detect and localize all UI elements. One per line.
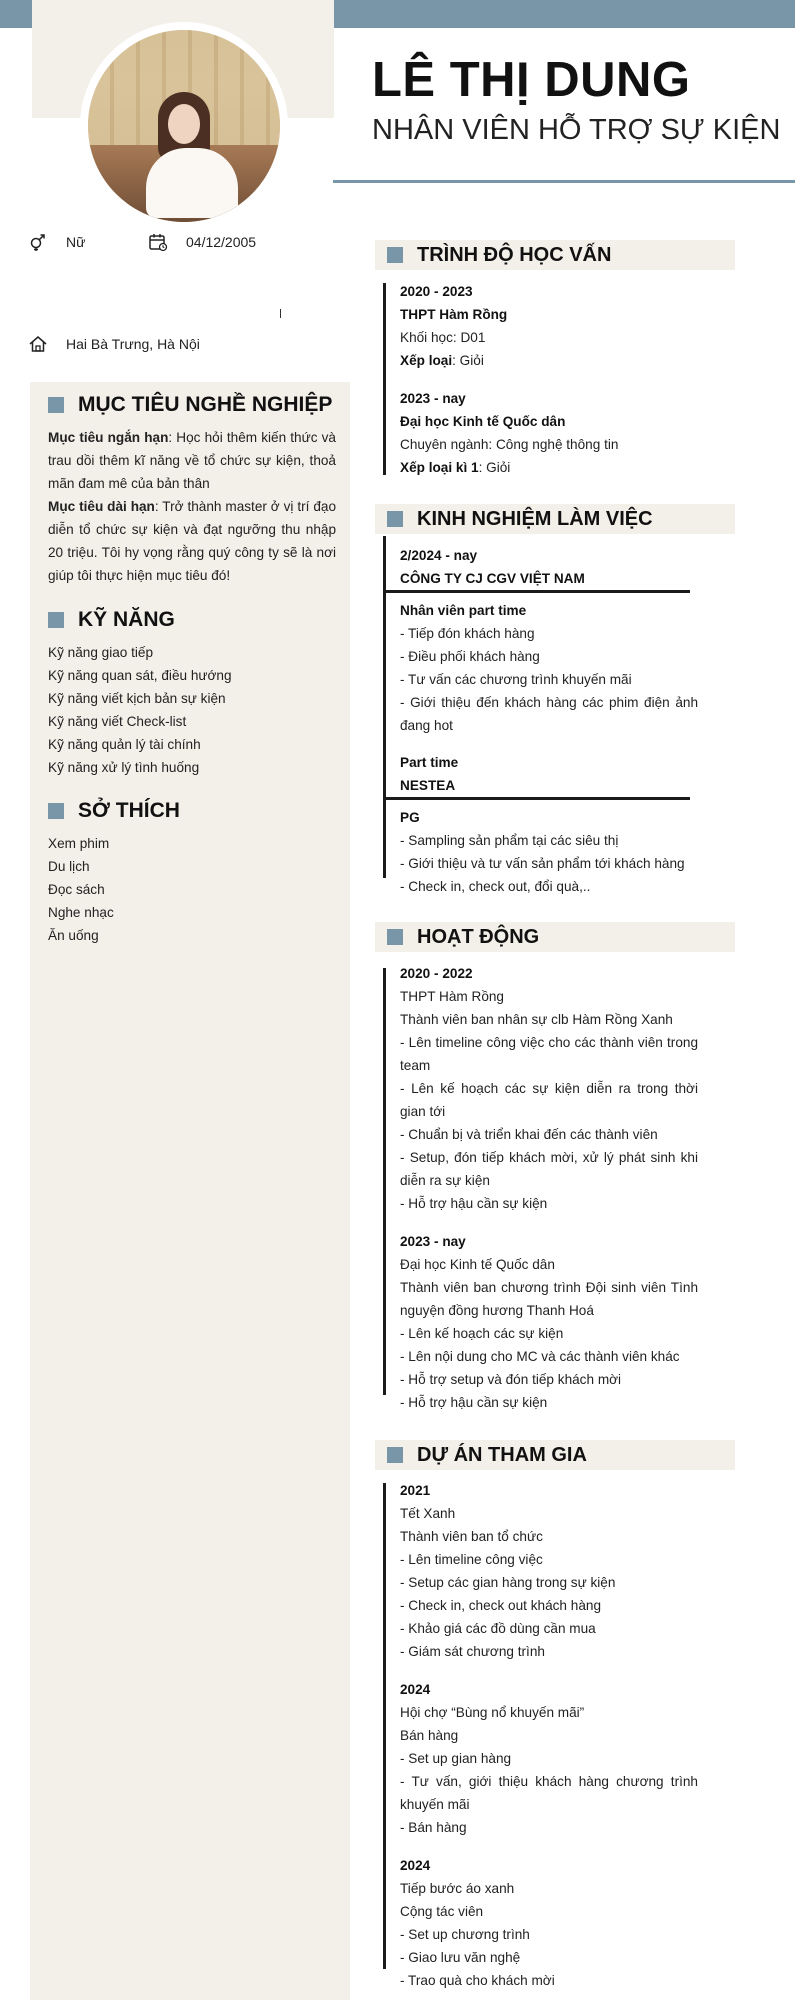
activity-period: 2023 - nay bbox=[400, 1234, 466, 1249]
skill-item: Kỹ năng viết Check-list bbox=[48, 714, 187, 729]
objective-section bbox=[48, 390, 336, 587]
education-timeline bbox=[383, 283, 386, 475]
project-line: - Check in, check out khách hàng bbox=[400, 1598, 601, 1613]
skills-section bbox=[48, 605, 336, 779]
education-heading: TRÌNH ĐỘ HỌC VẤN bbox=[375, 240, 735, 270]
experience-job-1 bbox=[400, 544, 698, 737]
activities-timeline bbox=[383, 968, 386, 1395]
objective-heading: MỤC TIÊU NGHỀ NGHIỆP bbox=[48, 390, 336, 420]
project-line: Bán hàng bbox=[400, 1728, 459, 1743]
heading-marker bbox=[387, 1447, 403, 1463]
project-line: - Bán hàng bbox=[400, 1820, 467, 1835]
job-period: Part time bbox=[400, 755, 459, 770]
title-divider bbox=[333, 180, 795, 183]
activity-line: THPT Hàm Rồng bbox=[400, 989, 504, 1004]
activity-line: - Lên kế hoạch các sự kiện bbox=[400, 1326, 564, 1341]
education-rank: Xếp loại kì 1: Giỏi bbox=[400, 460, 511, 475]
education-period: 2023 - nay bbox=[400, 391, 466, 406]
heading-marker bbox=[48, 397, 64, 413]
job-task: - Sampling sản phẩm tại các siêu thị bbox=[400, 833, 619, 848]
job-period: 2/2024 - nay bbox=[400, 548, 478, 563]
project-line: - Khảo giá các đồ dùng cần mua bbox=[400, 1621, 596, 1636]
activity-line: - Hỗ trợ hậu cần sự kiện bbox=[400, 1196, 548, 1211]
objective-long: Mục tiêu dài hạn: Trở thành master ở vị trí đạo diễn tổ chức sự kiện và đạt ngưỡng thu nhập 20 triệu. Tôi hy vọng rằng quý công ty sẽ là nơi giúp tôi thực hiện mục tiêu đó! bbox=[48, 499, 337, 583]
heading-marker bbox=[48, 803, 64, 819]
hobby-item: Ăn uống bbox=[48, 928, 99, 943]
education-school: THPT Hàm Rồng bbox=[400, 307, 508, 322]
birthday-row bbox=[148, 232, 256, 252]
project-year: 2024 bbox=[400, 1858, 431, 1873]
profile-photo bbox=[80, 22, 288, 230]
activity-period: 2020 - 2022 bbox=[400, 966, 473, 981]
gender-row bbox=[28, 232, 85, 252]
project-line: Thành viên ban tổ chức bbox=[400, 1529, 543, 1544]
skill-item: Kỹ năng viết kịch bản sự kiện bbox=[48, 691, 226, 706]
birthday-value: 04/12/2005 bbox=[186, 234, 257, 250]
hobby-item: Nghe nhạc bbox=[48, 905, 114, 920]
activities-entries bbox=[400, 962, 698, 1414]
job-task: - Điều phối khách hàng bbox=[400, 649, 540, 664]
project-year: 2024 bbox=[400, 1682, 431, 1697]
projects-entries bbox=[400, 1479, 698, 1992]
address-value: Hai Bà Trưng, Hà Nội bbox=[66, 336, 200, 352]
project-line: Tết Xanh bbox=[400, 1506, 456, 1521]
project-line: - Set up chương trình bbox=[400, 1927, 530, 1942]
experience-timeline bbox=[383, 536, 386, 878]
heading-marker bbox=[387, 511, 403, 527]
skills-heading: KỸ NĂNG bbox=[48, 605, 336, 635]
skill-item: Kỹ năng quan sát, điều hướng bbox=[48, 668, 232, 683]
objective-short: Mục tiêu ngắn hạn: Học hỏi thêm kiến thức và trau dồi thêm kĩ năng về tổ chức sự kiện, thoả mãn đam mê của bản thân bbox=[48, 430, 336, 491]
project-year: 2021 bbox=[400, 1483, 431, 1498]
job-task: - Tiếp đón khách hàng bbox=[400, 626, 535, 641]
project-line: - Setup các gian hàng trong sự kiện bbox=[400, 1575, 616, 1590]
job-task: - Giới thiệu đến khách hàng các phim điện ảnh đang hot bbox=[400, 695, 698, 733]
education-detail: Chuyên ngành: Công nghệ thông tin bbox=[400, 437, 619, 452]
address-row bbox=[28, 334, 200, 354]
heading-marker bbox=[387, 247, 403, 263]
calendar-icon bbox=[148, 232, 168, 252]
experience-job-2 bbox=[400, 751, 698, 898]
hobbies-section bbox=[48, 796, 336, 947]
project-line: Hội chợ “Bùng nổ khuyến mãi” bbox=[400, 1705, 585, 1720]
experience-heading: KINH NGHIỆM LÀM VIỆC bbox=[375, 504, 735, 534]
skill-item: Kỹ năng xử lý tình huống bbox=[48, 760, 200, 775]
job-role: PG bbox=[400, 810, 420, 825]
activity-line: - Chuẩn bị và triển khai đến các thành viên bbox=[400, 1127, 658, 1142]
candidate-name: LÊ THỊ DUNG bbox=[372, 53, 691, 107]
activity-line: - Setup, đón tiếp khách mời, xử lý phát sinh khi diễn ra sự kiện bbox=[400, 1150, 698, 1188]
activity-line: Thành viên ban nhân sự clb Hàm Rồng Xanh bbox=[400, 1012, 673, 1027]
job-role: Nhân viên part time bbox=[400, 603, 527, 618]
skill-item: Kỹ năng giao tiếp bbox=[48, 645, 154, 660]
activity-line: - Lên nội dung cho MC và các thành viên khác bbox=[400, 1349, 680, 1364]
education-period: 2020 - 2023 bbox=[400, 284, 473, 299]
projects-timeline bbox=[383, 1483, 386, 1969]
education-entries bbox=[400, 280, 698, 479]
project-line: Tiếp bước áo xanh bbox=[400, 1881, 515, 1896]
projects-heading: DỰ ÁN THAM GIA bbox=[375, 1440, 735, 1470]
project-line: Cộng tác viên bbox=[400, 1904, 484, 1919]
education-rank: Xếp loại: Giỏi bbox=[400, 353, 484, 368]
education-school: Đại học Kinh tế Quốc dân bbox=[400, 414, 566, 429]
activities-heading: HOẠT ĐỘNG bbox=[375, 922, 735, 952]
gender-value: Nữ bbox=[66, 234, 86, 250]
activity-line: - Hỗ trợ setup và đón tiếp khách mời bbox=[400, 1372, 622, 1387]
project-line: - Giao lưu văn nghệ bbox=[400, 1950, 521, 1965]
activity-line: - Lên timeline công việc cho các thành viên trong team bbox=[400, 1035, 698, 1073]
heading-marker bbox=[48, 612, 64, 628]
education-detail: Khối học: D01 bbox=[400, 330, 486, 345]
separator-mark bbox=[280, 309, 281, 318]
job-task: - Giới thiệu và tư vấn sản phẩm tới khách hàng bbox=[400, 856, 685, 871]
project-line: - Lên timeline công việc bbox=[400, 1552, 543, 1567]
skill-item: Kỹ năng quản lý tài chính bbox=[48, 737, 201, 752]
heading-marker bbox=[387, 929, 403, 945]
home-icon bbox=[28, 334, 48, 354]
project-line: - Giám sát chương trình bbox=[400, 1644, 545, 1659]
project-line: - Trao quà cho khách mời bbox=[400, 1973, 555, 1988]
job-title: NHÂN VIÊN HỖ TRỢ SỰ KIỆN bbox=[372, 114, 781, 146]
project-line: - Tư vấn, giới thiệu khách hàng chương trình khuyến mãi bbox=[400, 1774, 698, 1812]
job-company: NESTEA bbox=[400, 778, 456, 793]
job-company: CÔNG TY CJ CGV VIỆT NAM bbox=[400, 571, 585, 586]
hobby-item: Đọc sách bbox=[48, 882, 105, 897]
activity-line: - Hỗ trợ hậu cần sự kiện bbox=[400, 1395, 548, 1410]
activity-line: Đại học Kinh tế Quốc dân bbox=[400, 1257, 555, 1272]
activity-line: - Lên kế hoạch các sự kiện diễn ra trong thời gian tới bbox=[400, 1081, 698, 1119]
hobbies-heading: SỞ THÍCH bbox=[48, 796, 336, 826]
job-task: - Tư vấn các chương trình khuyến mãi bbox=[400, 672, 632, 687]
gender-icon bbox=[28, 232, 48, 252]
activity-line: Thành viên ban chương trình Đội sinh viên Tình nguyện đồng hương Thanh Hoá bbox=[400, 1280, 698, 1318]
hobby-item: Du lịch bbox=[48, 859, 90, 874]
hobby-item: Xem phim bbox=[48, 836, 110, 851]
project-line: - Set up gian hàng bbox=[400, 1751, 512, 1766]
job-task: - Check in, check out, đổi quà,.. bbox=[400, 879, 591, 894]
